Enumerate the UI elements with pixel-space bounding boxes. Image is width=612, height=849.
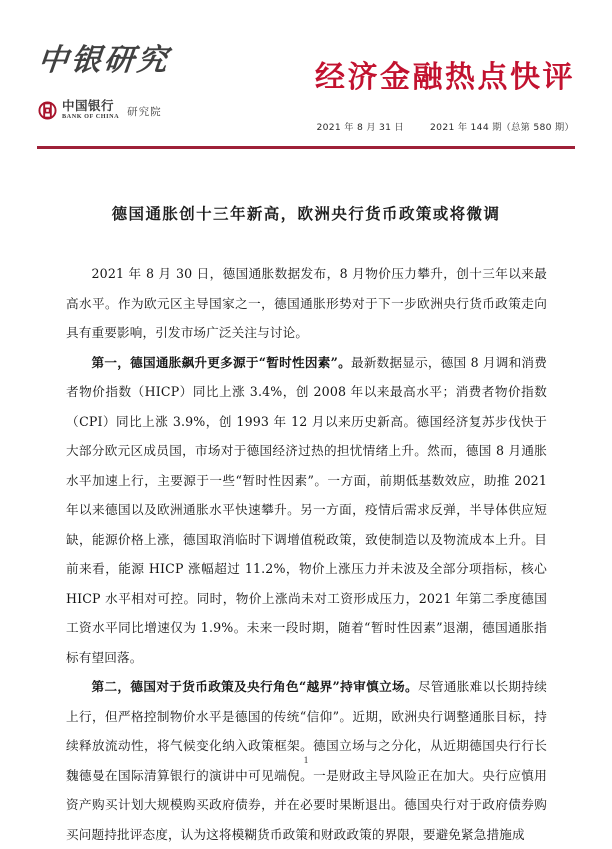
paragraph-2 [66, 348, 547, 673]
boc-coin-icon [38, 101, 57, 120]
brand-block [36, 43, 263, 120]
publication-title: 经济金融热点快评 [315, 60, 575, 95]
paragraph-1-text: 2021 年 8 月 30 日，德国通胀数据发布，8 月物价压力攀升，创十三年以来最高水平。作为欧元区主导国家之一，德国通胀形势对于下一步欧洲央行货币政策走向具有重要影响，引发市场广泛关注与讨论。 [66, 266, 547, 340]
paragraph-3-lead: 第二，德国对于货币政策及央行角色“越界”持审慎立场。 [91, 679, 418, 694]
issue-number: 2021 年 144 期（总第 580 期） [430, 122, 574, 133]
zhongyin-research-calligraphy-logo: 中银研究 [36, 43, 172, 78]
bank-of-china-lockup [38, 100, 162, 120]
article-title: 德国通胀创十三年新高，欧洲央行货币政策或将微调 [111, 205, 501, 224]
paragraph-3-text: 尽管通胀难以长期持续上行，但严格控制物价水平是德国的传统“信仰”。近期，欧洲央行调整通胀目标，持续释放流动性，将气候变化纳入政策框架。德国立场与之分化，从近期德国央行行长魏德曼在国际清算银行的演讲中可见端倪。一是财政主导风险正在加大。央行应慎用资产购买计划大规模购买政府债券，并在必要时果断退出。德国央行对于政府债券购买问题持批评态度，认为这将模糊货币政策和财政政策的界限，要避免紧急措施成 [66, 679, 547, 842]
boc-name-cn: 中国银行 [62, 98, 115, 113]
page-number: 1 [303, 756, 309, 766]
paragraph-1 [66, 259, 547, 348]
issue-line [316, 119, 574, 133]
publication-date: 2021 年 8 月 31 日 [316, 122, 405, 133]
paragraph-2-lead: 第一，德国通胀飙升更多源于“暂时性因素”。 [91, 354, 351, 370]
paragraph-2-text: 最新数据显示，德国 8 月调和消费者物价指数（HICP）同比上涨 3.4%，创 2008 年以来最高水平；消费者物价指数（CPI）同比上涨 3.9%，创 1993 年 12 月以来历史新高。德国经济复苏步伐快于大部分欧元区成员国，市场对于德国经济过热的担忧情绪上升。然而，德国 8 月通胀水平加速上行，主要源于一些“暂时性因素”。一方面，前期低基数效应，助推 2021 年以来德国以及欧洲通胀水平快速攀升。另一方面，疫情后需求反弹，半导体供应短缺，能源价格上涨，德国取消临时下调增值税政策，致使制造以及物流成本上升。目前来看，能源 HICP 涨幅超过 11.2%，物价上涨压力并未波及全部分项指标，核心 HICP 水平相对可控。同时，物价上涨尚未对工资形成压力，2021 年第二季度德国工资水平同比增速仅为 1.9%。未来一段时期，随着“暂时性因素”退潮，德国通胀指标有望回落。 [66, 354, 547, 665]
page-masthead [0, 0, 612, 160]
boc-name-stack [62, 100, 119, 120]
header-divider-rule [37, 146, 575, 149]
boc-name-en: BANK OF CHINA [62, 112, 120, 120]
research-institute-label: 研究院 [127, 106, 162, 119]
